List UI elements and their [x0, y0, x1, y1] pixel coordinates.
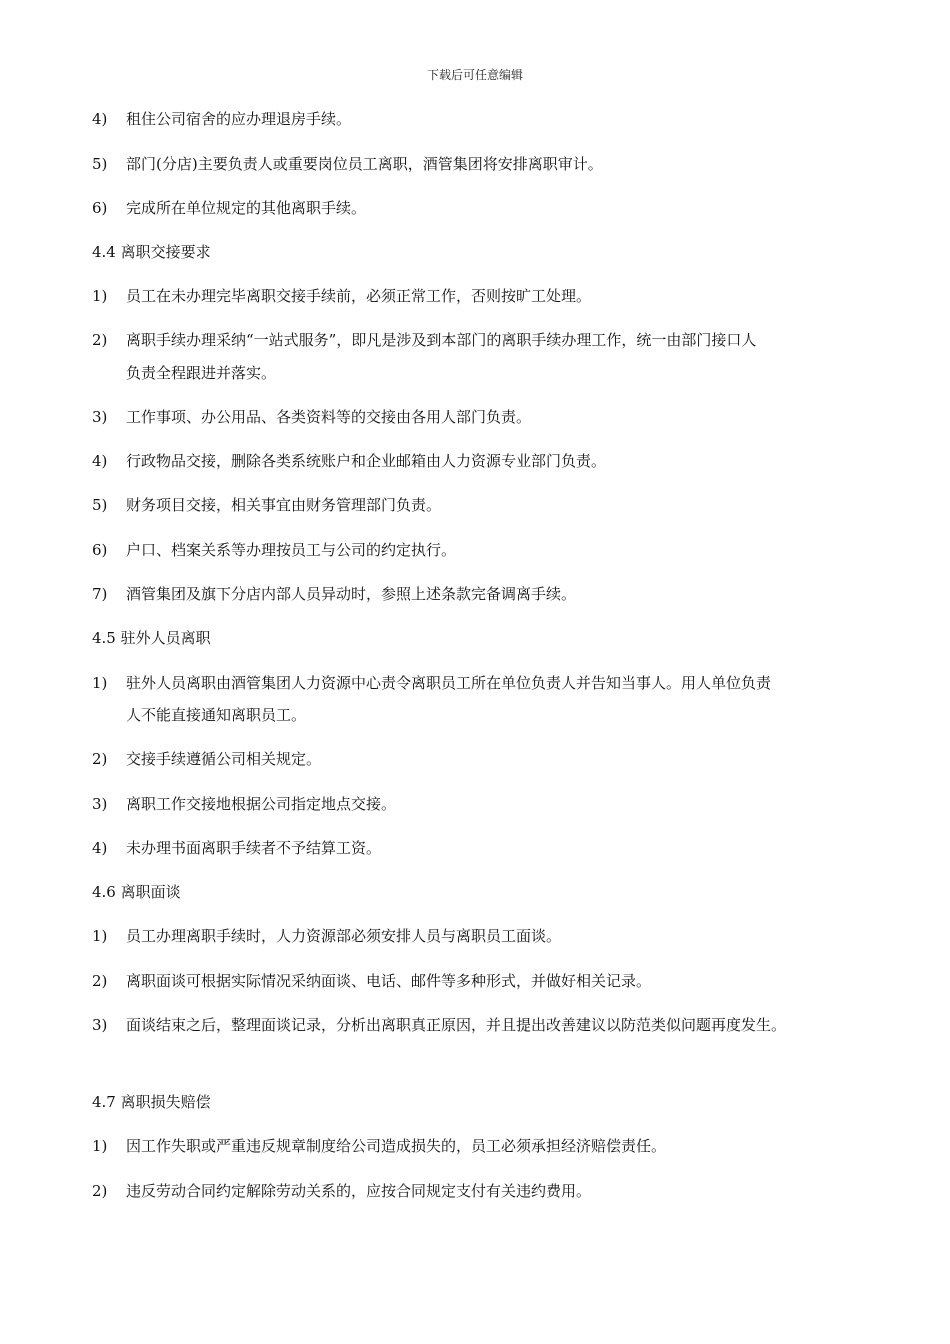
- item-text: 租住公司宿舍的应办理退房手续。: [126, 110, 352, 128]
- item-text-continuation: 负责全程跟进并落实。: [126, 364, 277, 382]
- list-item: [92, 286, 591, 306]
- item-number: 6): [92, 541, 108, 559]
- list-item: [92, 451, 606, 471]
- list-item: [92, 198, 366, 218]
- list-item: [92, 749, 321, 769]
- list-item: [92, 407, 531, 427]
- section-heading: 4.6 离职面谈: [92, 883, 181, 901]
- item-text: 工作事项、办公用品、各类资料等的交接由各用人部门负责。: [126, 408, 532, 426]
- item-number: 3): [92, 795, 108, 813]
- item-text: 未办理书面离职手续者不予结算工资。: [126, 839, 382, 857]
- section-heading: 4.7 离职损失赔偿: [92, 1093, 211, 1111]
- item-text-continuation: 人不能直接通知离职员工。: [126, 706, 307, 724]
- item-number: 2): [92, 331, 108, 349]
- item-number: 3): [92, 408, 108, 426]
- item-text: 酒管集团及旗下分店内部人员异动时，参照上述条款完备调离手续。: [126, 585, 577, 603]
- item-text: 财务项目交接，相关事宜由财务管理部门负责。: [126, 496, 442, 514]
- list-item: [92, 495, 441, 515]
- item-number: 5): [92, 496, 108, 514]
- item-text: 行政物品交接，删除各类系统账户和企业邮箱由人力资源专业部门负责。: [126, 452, 607, 470]
- item-number: 2): [92, 750, 108, 768]
- item-text: 完成所在单位规定的其他离职手续。: [126, 199, 367, 217]
- item-text: 因工作失职或严重违反规章制度给公司造成损失的，员工必须承担经济赔偿责任。: [126, 1137, 667, 1155]
- list-item: [92, 673, 771, 693]
- list-item: [92, 109, 351, 129]
- item-number: 2): [92, 972, 108, 990]
- item-number: 7): [92, 585, 108, 603]
- item-number: 4): [92, 452, 108, 470]
- item-text: 部门(分店)主要负责人或重要岗位员工离职，酒管集团将安排离职审计。: [126, 155, 603, 173]
- item-number: 6): [92, 199, 108, 217]
- item-text: 驻外人员离职由酒管集团人力资源中心责令离职员工所在单位负责人并告知当事人。用人单位负责: [126, 674, 772, 692]
- list-item: [92, 584, 576, 604]
- list-item: [92, 154, 603, 174]
- list-item: [92, 926, 561, 946]
- list-item: [92, 794, 396, 814]
- list-item: [92, 540, 456, 560]
- item-text: 员工在未办理完毕离职交接手续前，必须正常工作，否则按旷工处理。: [126, 287, 592, 305]
- item-number: 4): [92, 839, 108, 857]
- item-number: 1): [92, 674, 108, 692]
- item-text: 员工办理离职手续时，人力资源部必须安排人员与离职员工面谈。: [126, 927, 562, 945]
- list-item: [92, 1181, 591, 1201]
- item-text: 离职手续办理采纳“一站式服务”，即凡是涉及到本部门的离职手续办理工作，统一由部门接口人: [126, 331, 757, 349]
- list-item: [92, 1015, 786, 1035]
- item-text: 交接手续遵循公司相关规定。: [126, 750, 322, 768]
- section-heading: 4.5 驻外人员离职: [92, 629, 211, 647]
- item-number: 3): [92, 1016, 108, 1034]
- list-item: [92, 330, 756, 350]
- item-text: 离职面谈可根据实际情况采纳面谈、电话、邮件等多种形式，并做好相关记录。: [126, 972, 652, 990]
- item-number: 5): [92, 155, 108, 173]
- section-heading: 4.4 离职交接要求: [92, 243, 211, 261]
- page-header: 下载后可任意编辑: [426, 68, 523, 82]
- list-item: [92, 1136, 666, 1156]
- item-number: 4): [92, 110, 108, 128]
- item-number: 1): [92, 287, 108, 305]
- item-text: 户口、档案关系等办理按员工与公司的约定执行。: [126, 541, 457, 559]
- item-number: 2): [92, 1182, 108, 1200]
- item-text: 离职工作交接地根据公司指定地点交接。: [126, 795, 397, 813]
- list-item: [92, 971, 651, 991]
- item-text: 面谈结束之后，整理面谈记录，分析出离职真正原因，并且提出改善建议以防范类似问题再度发生。: [126, 1016, 787, 1034]
- item-text: 违反劳动合同约定解除劳动关系的，应按合同规定支付有关违约费用。: [126, 1182, 592, 1200]
- list-item: [92, 838, 381, 858]
- item-number: 1): [92, 927, 108, 945]
- item-number: 1): [92, 1137, 108, 1155]
